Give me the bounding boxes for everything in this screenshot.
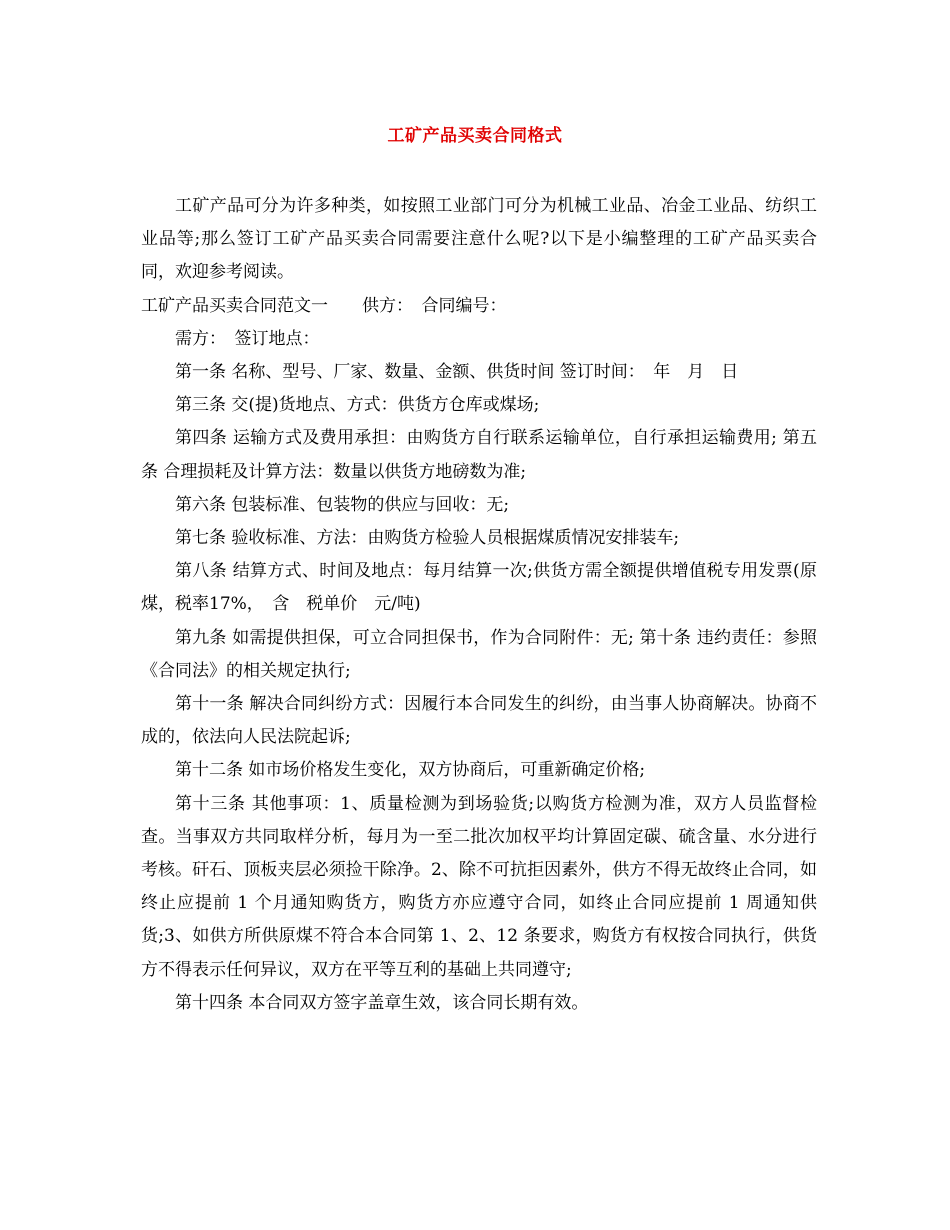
paragraph-article-12: 第十二条 如市场价格发生变化，双方协商后，可重新确定价格;: [175, 760, 646, 781]
paragraph-sample-header: 工矿产品买卖合同范文一 供方： 合同编号：: [141, 295, 507, 316]
paragraph-article-4-5: 第四条 运输方式及费用承担：由购货方自行联系运输单位，自行承担运输费用; 第五条 合理损耗及计算方法：数量以供货方地磅数为准;: [141, 428, 817, 482]
paragraph-article-7: 第七条 验收标准、方法：由购货方检验人员根据煤质情况安排装车;: [175, 528, 680, 549]
paragraph-buyer: 需方： 签订地点：: [175, 328, 320, 349]
paragraph-intro: 工矿产品可分为许多种类，如按照工业部门可分为机械工业品、冶金工业品、纺织工业品等;那么签订工矿产品买卖合同需要注意什么呢?以下是小编整理的工矿产品买卖合同，欢迎参考阅读。: [141, 196, 817, 283]
paragraph-article-13: 第十三条 其他事项：1、质量检测为到场验货;以购货方检测为准，双方人员监督检查。当事双方共同取样分析，每月为一至二批次加权平均计算固定碳、硫含量、水分进行考核。矸石、顶板夹层必须捡干除净。2、除不可抗拒因素外，供方不得无故终止合同，如终止应提前 1 个月通知购货方，购货方亦应遵守合同，如终止合同应提前 1 周通知供货;3、如供方所供原煤不符合本合同第 1、2、12 条要求，购货方有权按合同执行，供货方不得表示任何异议，双方在平等互利的基础上共同遵守;: [141, 793, 817, 980]
document-body: [141, 190, 817, 1020]
paragraph-article-11: 第十一条 解决合同纠纷方式：因履行本合同发生的纠纷，由当事人协商解决。协商不成的，依法向人民法院起诉;: [141, 694, 817, 748]
paragraph-article-1: 第一条 名称、型号、厂家、数量、金额、供货时间 签订时间： 年 月 日: [175, 362, 739, 383]
paragraph-article-8: 第八条 结算方式、时间及地点：每月结算一次;供货方需全额提供增值税专用发票(原煤，税率17%， 含 税单价 元/吨): [141, 561, 817, 615]
paragraph-article-14: 第十四条 本合同双方签字盖章生效，该合同长期有效。: [175, 992, 589, 1013]
paragraph-article-9-10: 第九条 如需提供担保，可立合同担保书，作为合同附件：无; 第十条 违约责任：参照《合同法》的相关规定执行;: [141, 627, 817, 681]
document-title: 工矿产品买卖合同格式: [387, 126, 563, 146]
paragraph-article-6: 第六条 包装标准、包装物的供应与回收：无;: [175, 494, 510, 515]
paragraph-article-3: 第三条 交(提)货地点、方式：供货方仓库或煤场;: [175, 395, 540, 416]
